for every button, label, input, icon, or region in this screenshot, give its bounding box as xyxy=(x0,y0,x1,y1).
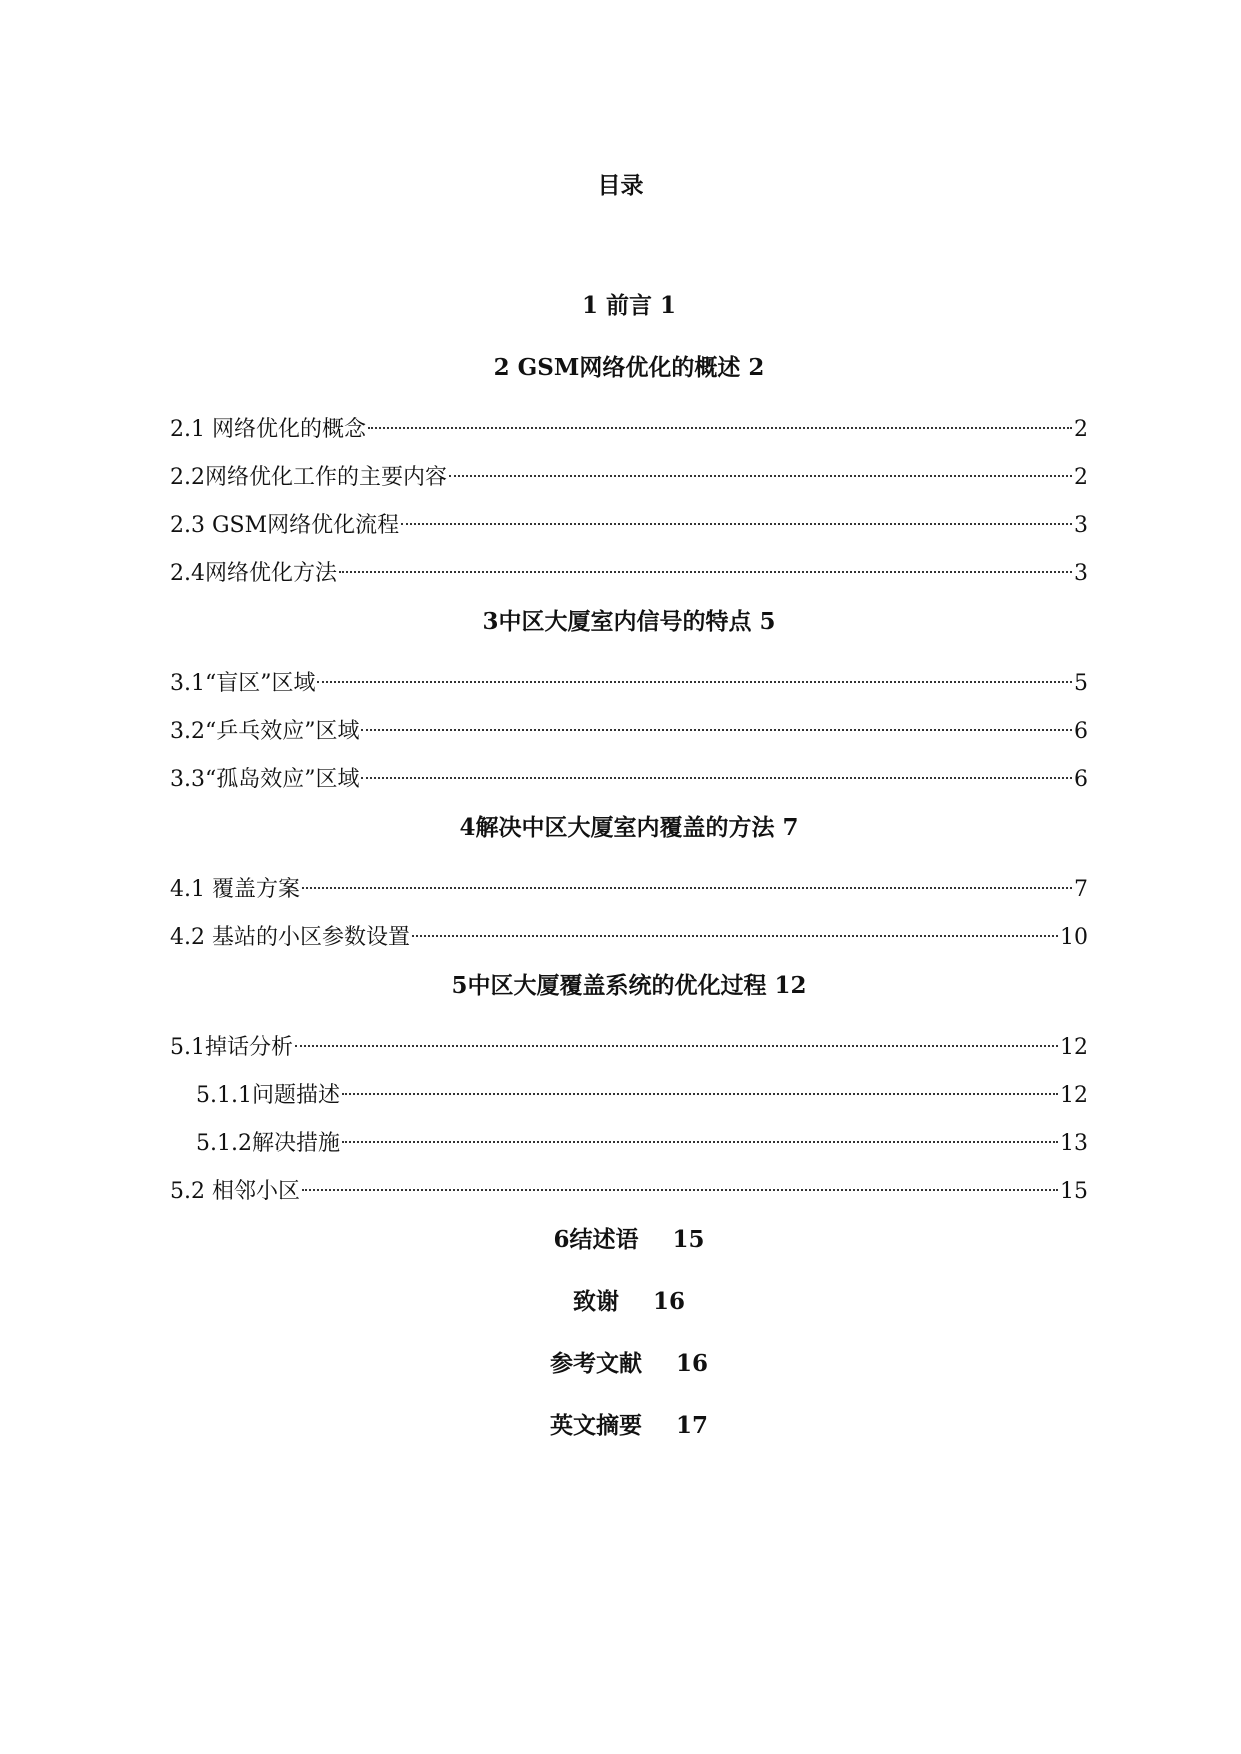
toc-entry-title: 5.1掉话分析 xyxy=(170,1035,293,1060)
toc-entry[interactable] xyxy=(170,712,1088,760)
toc-page-number: 5 xyxy=(759,608,776,635)
toc-chapter[interactable] xyxy=(170,286,1088,348)
toc-chapter-title: 4解决中区大厦室内覆盖的方法 xyxy=(459,814,775,841)
toc-chapter[interactable] xyxy=(170,1220,1088,1282)
toc-page-number: 7 xyxy=(1074,877,1088,902)
toc-entry[interactable] xyxy=(170,918,1088,966)
toc-entry-title: 4.2 基站的小区参数设置 xyxy=(170,925,410,950)
toc-entry-title: 2.3 GSM网络优化流程 xyxy=(170,513,400,538)
toc-chapter[interactable] xyxy=(170,1344,1088,1406)
toc-entry-title: 5.1.1问题描述 xyxy=(196,1083,340,1108)
toc-entry[interactable] xyxy=(170,1028,1088,1076)
dot-leader xyxy=(302,887,1072,889)
toc-chapter-title: 3中区大厦室内信号的特点 xyxy=(482,608,752,635)
toc-page-number: 17 xyxy=(675,1412,708,1439)
toc-chapter[interactable] xyxy=(170,966,1088,1028)
dot-leader xyxy=(339,571,1072,573)
toc-page-number: 6 xyxy=(1074,719,1088,744)
toc-page-number: 12 xyxy=(1060,1083,1088,1108)
dot-leader xyxy=(368,427,1072,429)
toc-page-number: 3 xyxy=(1074,561,1088,586)
toc-page-number: 2 xyxy=(748,354,765,381)
dot-leader xyxy=(342,1093,1058,1095)
toc-entry-title: 3.2“乒乓效应”区域 xyxy=(170,719,360,744)
toc-entry[interactable] xyxy=(170,410,1088,458)
dot-leader xyxy=(401,523,1072,525)
toc-chapter-title: 5中区大厦覆盖系统的优化过程 xyxy=(451,972,767,999)
toc-page-number: 13 xyxy=(1060,1131,1088,1156)
toc-entry-title: 2.2网络优化工作的主要内容 xyxy=(170,465,447,490)
toc-entry-title: 3.1“盲区”区域 xyxy=(170,671,316,696)
toc-entry-title: 3.3“孤岛效应”区域 xyxy=(170,767,360,792)
dot-leader xyxy=(302,1189,1058,1191)
toc-entry[interactable] xyxy=(170,664,1088,712)
toc-page-number: 16 xyxy=(652,1288,685,1315)
toc-page-number: 10 xyxy=(1060,925,1088,950)
toc-entry-title: 5.1.2解决措施 xyxy=(196,1131,340,1156)
toc-chapter-title: 参考文献 xyxy=(549,1350,642,1377)
toc-chapter-title: 1 前言 xyxy=(581,292,652,319)
toc-chapter[interactable] xyxy=(170,348,1088,410)
toc-entry[interactable] xyxy=(170,870,1088,918)
toc-entry-title: 2.4网络优化方法 xyxy=(170,561,337,586)
toc-chapter[interactable] xyxy=(170,1406,1088,1468)
toc-chapter[interactable] xyxy=(170,602,1088,664)
dot-leader xyxy=(412,935,1058,937)
dot-leader xyxy=(449,475,1072,477)
toc-page-number: 15 xyxy=(1060,1179,1088,1204)
toc-entry-title: 5.2 相邻小区 xyxy=(170,1179,300,1204)
toc-page-number: 6 xyxy=(1074,767,1088,792)
dot-leader xyxy=(317,681,1072,683)
toc-chapter-title: 致谢 xyxy=(572,1288,619,1315)
page-title: 目录 xyxy=(597,172,644,199)
toc-entry[interactable] xyxy=(170,760,1088,808)
toc-entry[interactable] xyxy=(170,554,1088,602)
dot-leader xyxy=(361,777,1072,779)
toc-chapter[interactable] xyxy=(170,808,1088,870)
toc-subentry[interactable] xyxy=(170,1124,1088,1172)
toc-page-number: 5 xyxy=(1074,671,1088,696)
toc-page-number: 7 xyxy=(782,814,799,841)
toc-page-number: 2 xyxy=(1074,465,1088,490)
toc-chapter[interactable] xyxy=(170,1282,1088,1344)
toc-chapter-title: 6结述语 xyxy=(553,1226,639,1253)
toc-page-number: 3 xyxy=(1074,513,1088,538)
toc-chapter-title: 2 GSM网络优化的概述 xyxy=(493,354,741,381)
toc-entry[interactable] xyxy=(170,1172,1088,1220)
toc-entry-title: 2.1 网络优化的概念 xyxy=(170,417,366,442)
toc-page-number: 15 xyxy=(672,1226,705,1253)
toc-page-number: 1 xyxy=(660,292,677,319)
toc-entry[interactable] xyxy=(170,458,1088,506)
table-of-contents xyxy=(170,286,1088,1468)
dot-leader xyxy=(342,1141,1058,1143)
toc-page-number: 12 xyxy=(1060,1035,1088,1060)
toc-entry-title: 4.1 覆盖方案 xyxy=(170,877,300,902)
toc-page-number: 2 xyxy=(1074,417,1088,442)
dot-leader xyxy=(361,729,1072,731)
toc-page-number: 12 xyxy=(774,972,807,999)
toc-chapter-title: 英文摘要 xyxy=(549,1412,642,1439)
toc-entry[interactable] xyxy=(170,506,1088,554)
toc-page-number: 16 xyxy=(675,1350,708,1377)
dot-leader xyxy=(295,1045,1058,1047)
toc-subentry[interactable] xyxy=(170,1076,1088,1124)
